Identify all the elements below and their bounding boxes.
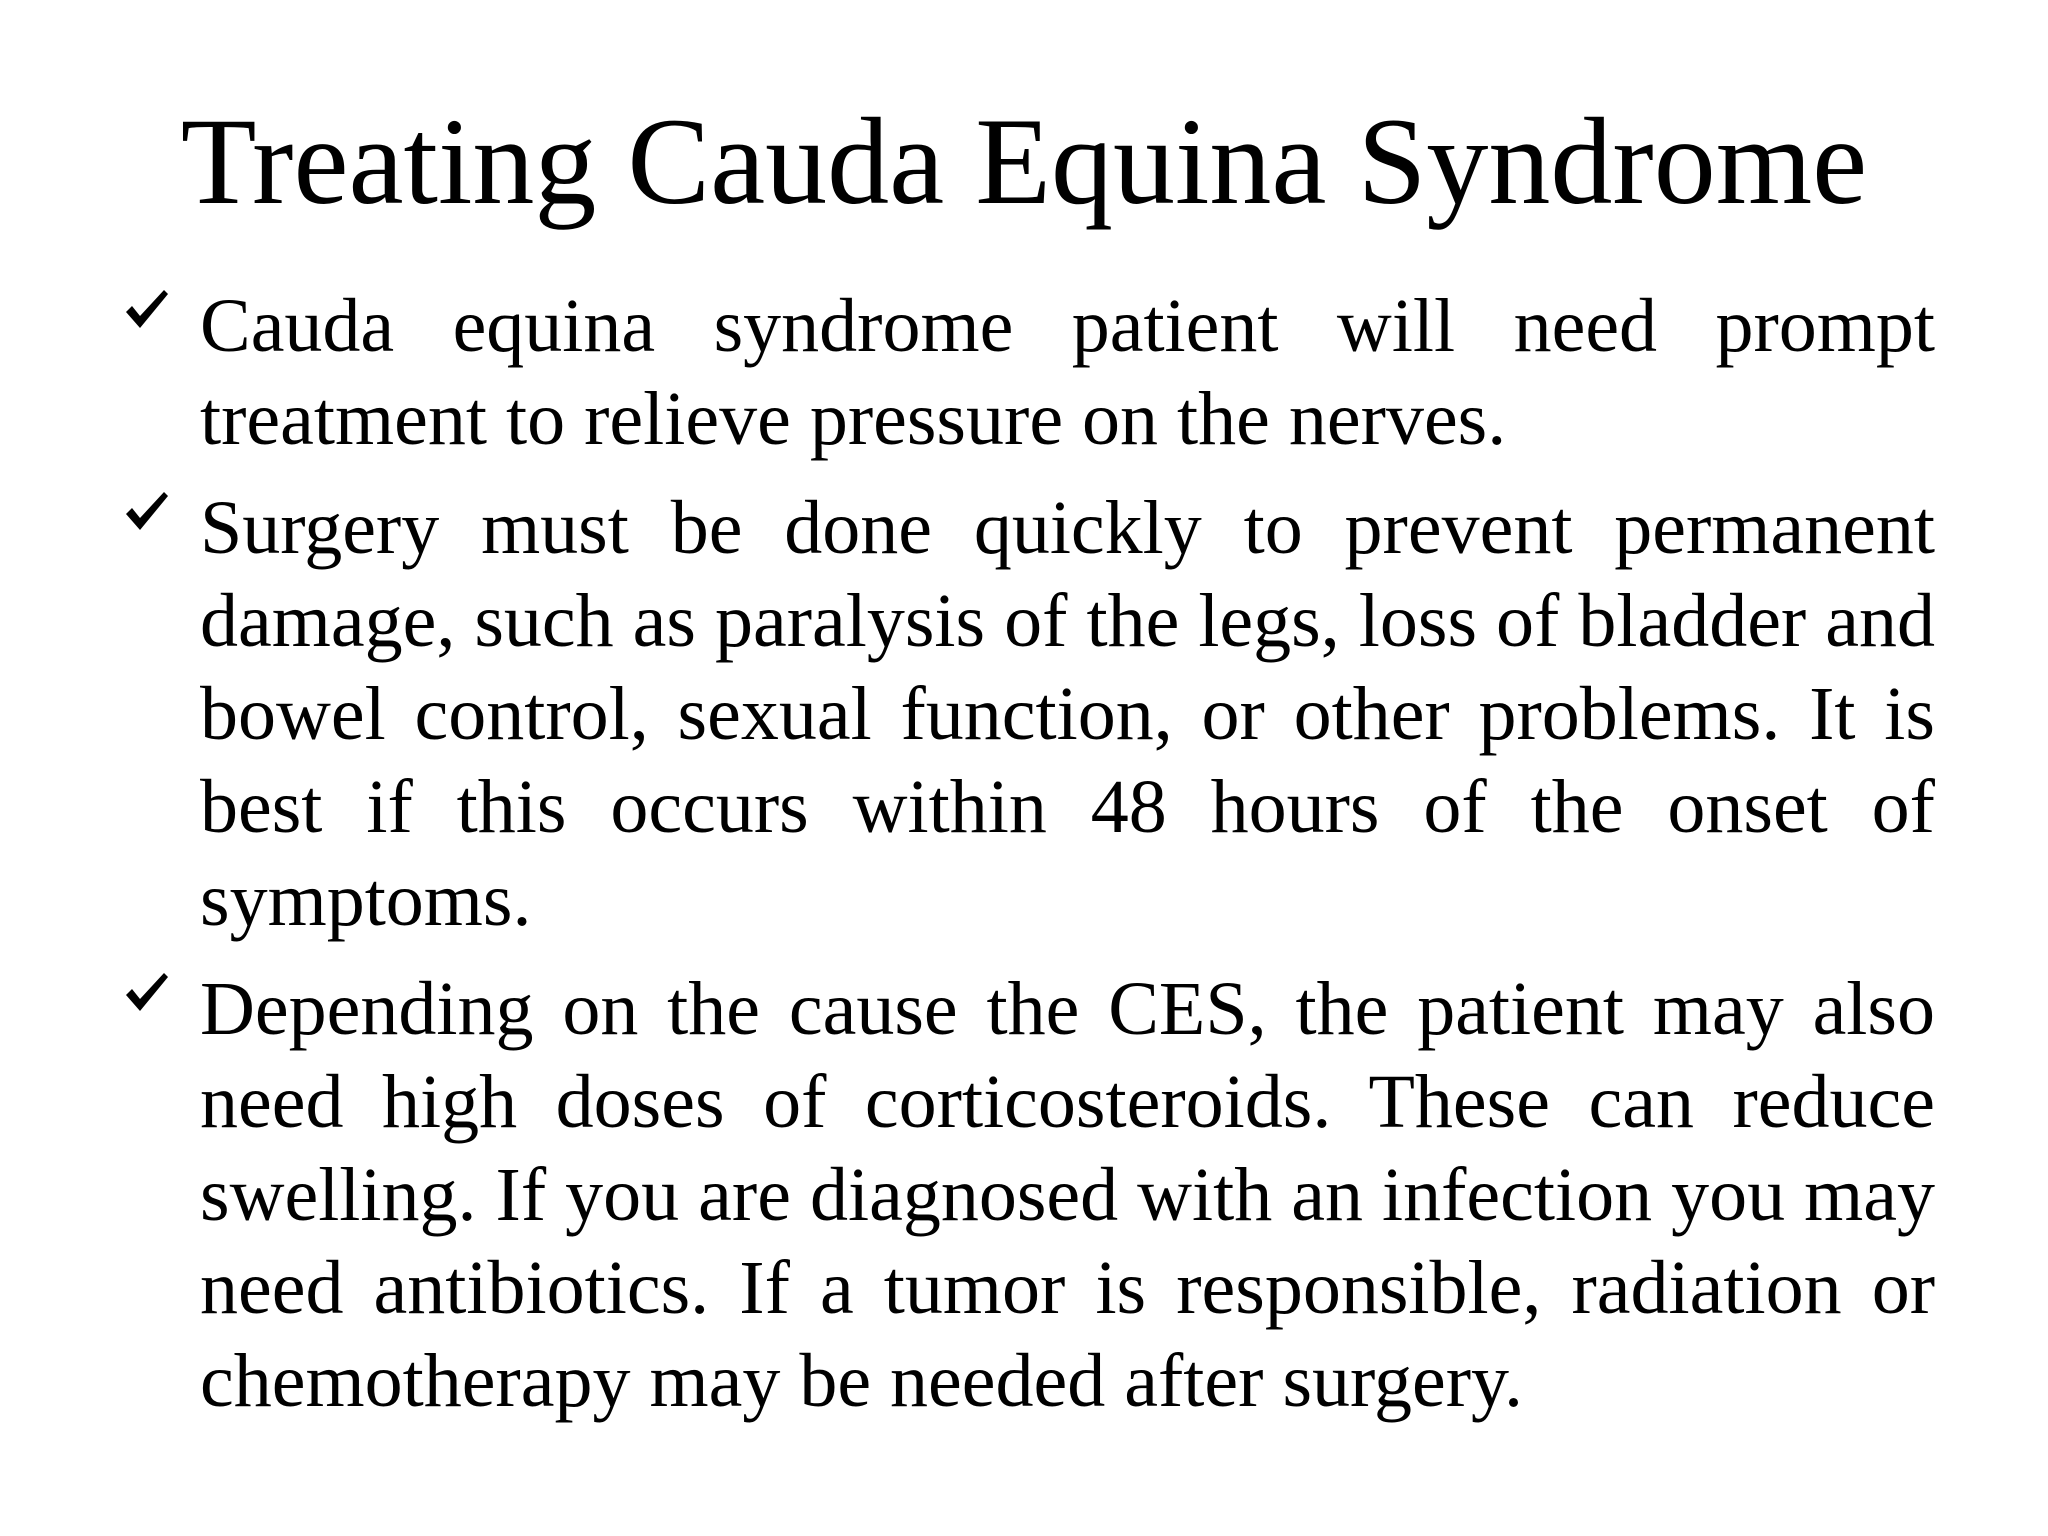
checkmark-icon [122, 969, 170, 1017]
checkmark-icon [122, 286, 170, 334]
slide-title: Treating Cauda Equina Syndrome [180, 93, 1868, 230]
bullet-text: Depending on the cause the CES, the patient may also need high doses of corticosteroids. These can reduce swelling. If you are diagnosed with an infection you may need antibiotics. If a tumor is responsible, radiation or chemotherapy may be needed after surgery. [200, 967, 1935, 1423]
bullet-text: Surgery must be done quickly to prevent permanent damage, such as paralysis of the legs, loss of bladder and bowel control, sexual function, or other problems. It is best if this occurs within 48 hours of the onset of symptoms. [200, 486, 1935, 942]
bullet-text: Cauda equina syndrome patient will need prompt treatment to relieve pressure on the nerves. [200, 284, 1935, 461]
checkmark-icon [122, 488, 170, 536]
bullet-list [0, 280, 2048, 1444]
bullet-item [0, 482, 2048, 947]
bullet-item [0, 963, 2048, 1428]
bullet-item [0, 280, 2048, 466]
